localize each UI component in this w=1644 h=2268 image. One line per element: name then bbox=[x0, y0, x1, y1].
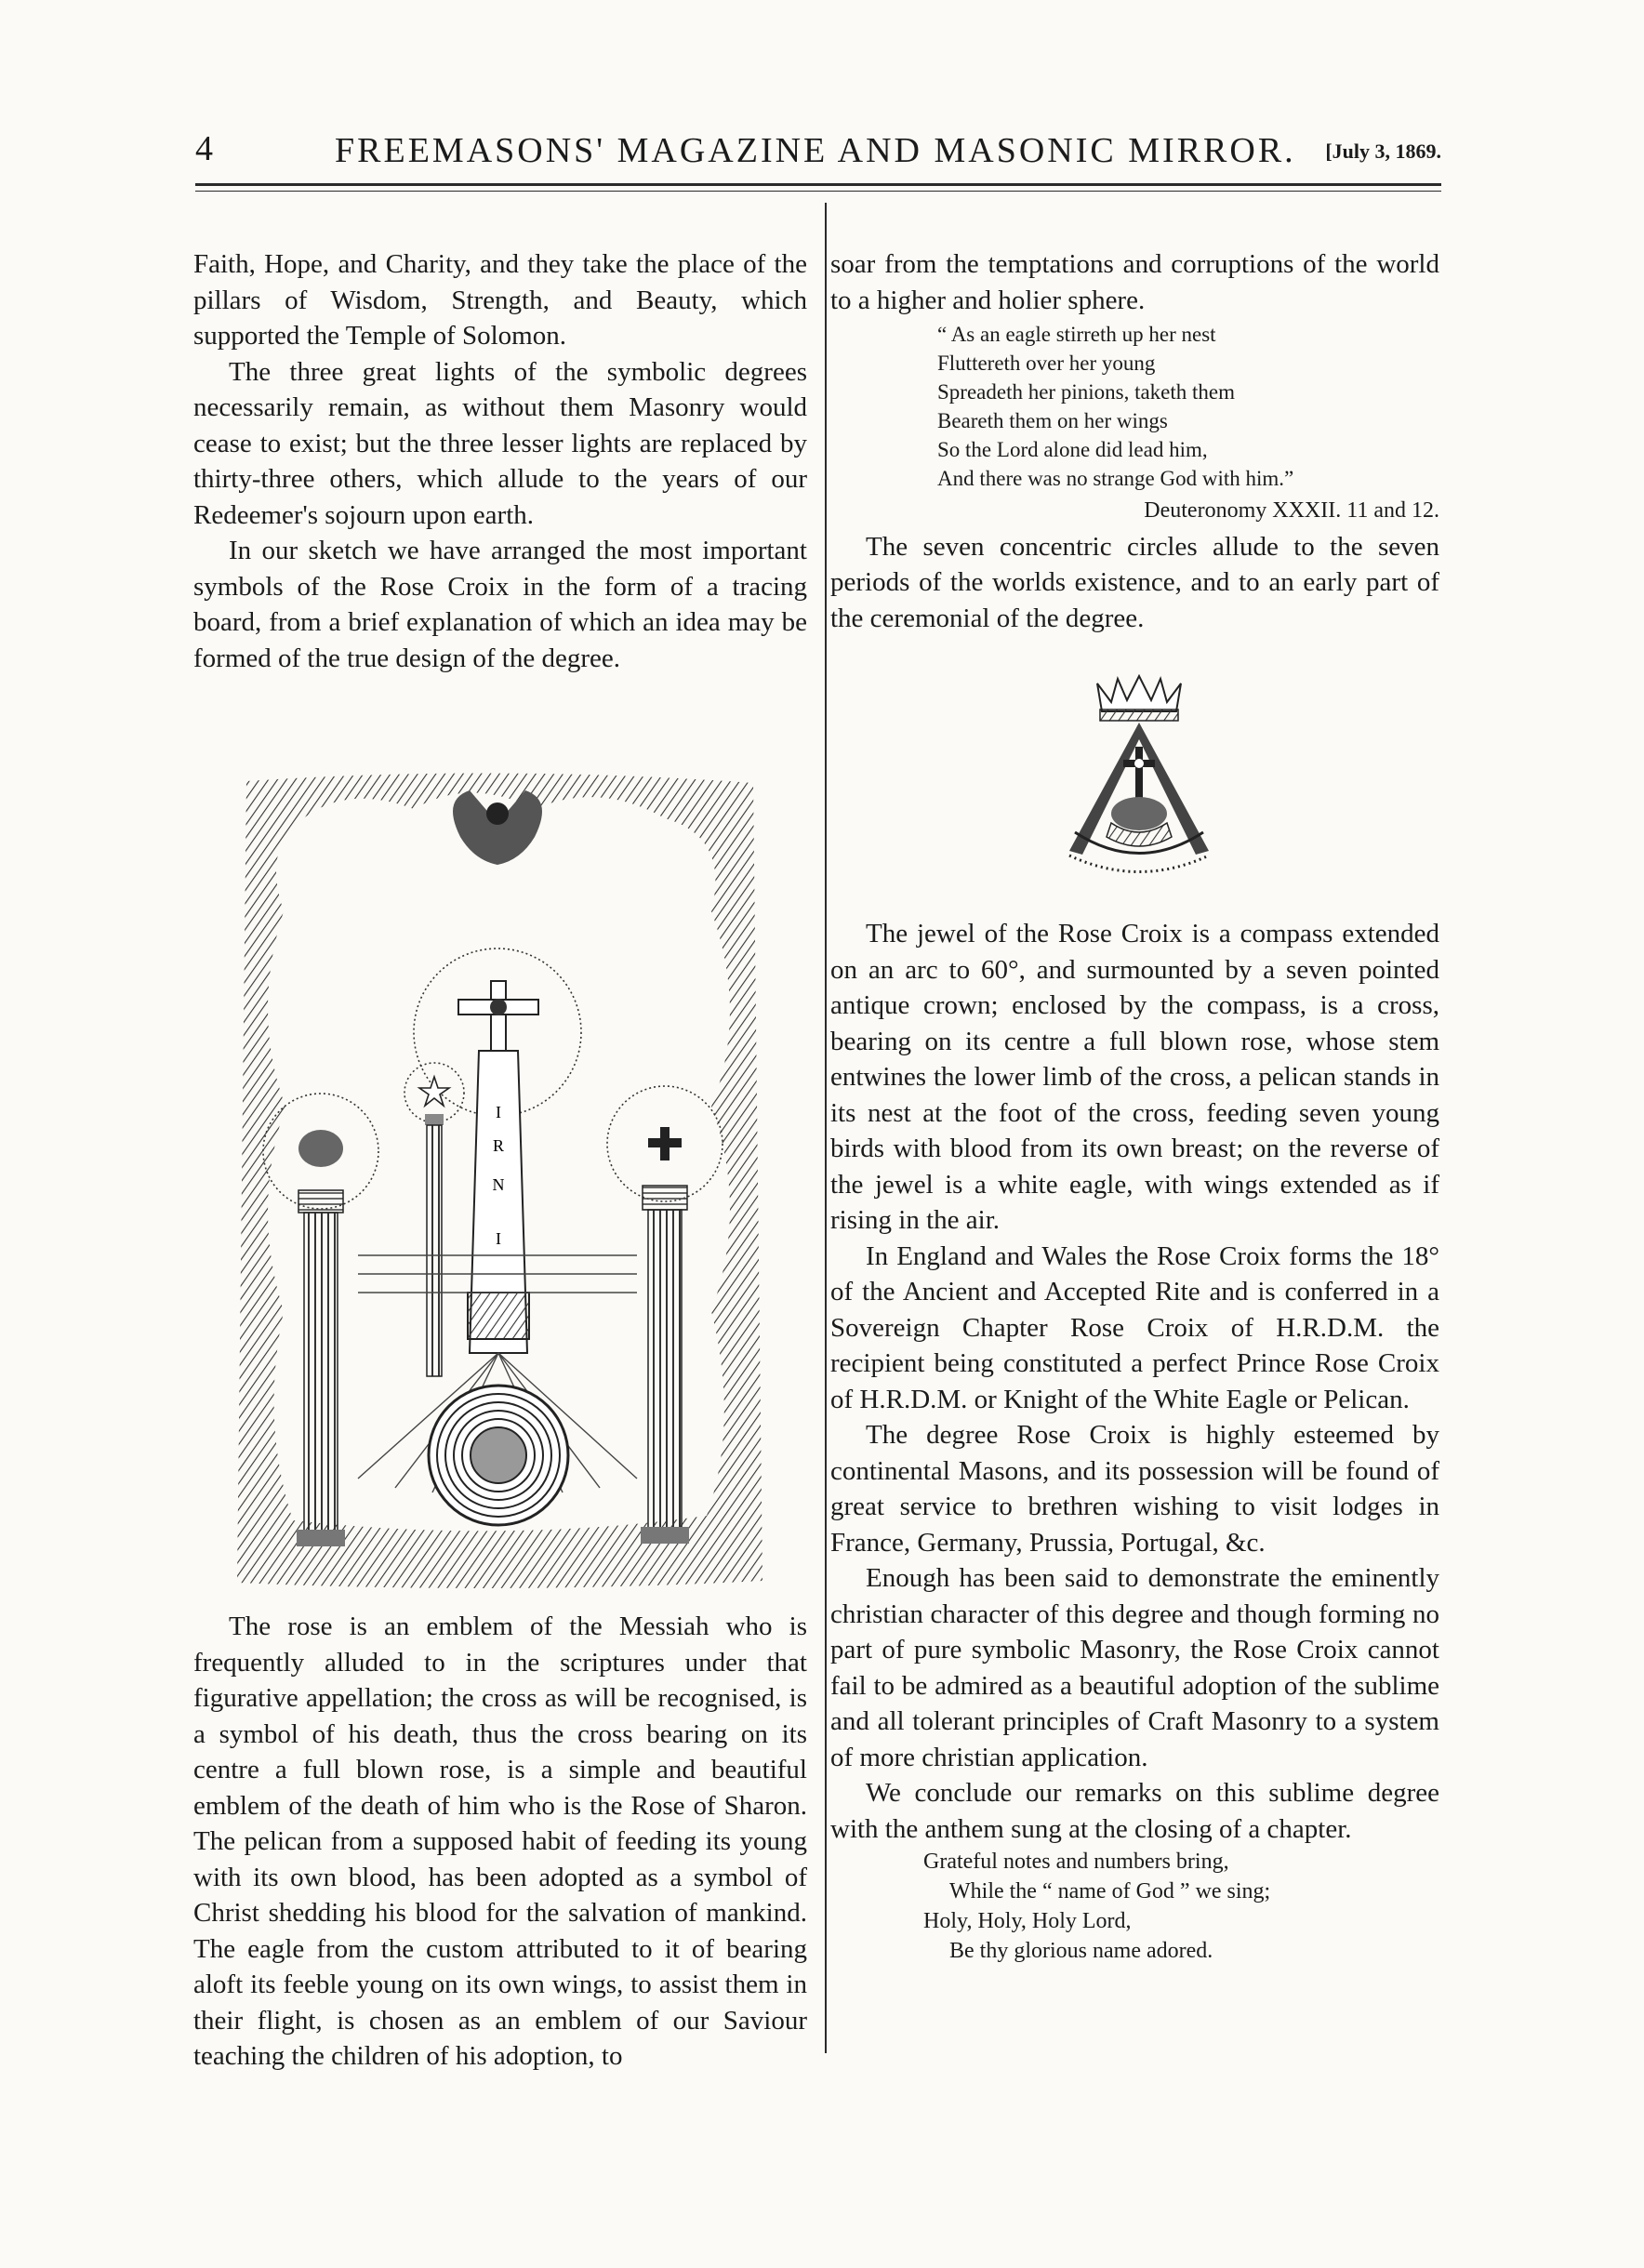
paragraph: soar from the temptations and corruptions of the world to a higher and holier sphere. bbox=[830, 249, 1439, 315]
page-number: 4 bbox=[195, 129, 213, 168]
central-obelisk bbox=[468, 1051, 529, 1353]
verse-line: And there was no strange God with him.” bbox=[937, 467, 1294, 490]
header-rule-thin bbox=[195, 191, 1441, 192]
obelisk-letter-i: I bbox=[496, 1103, 501, 1121]
obelisk-letter-n: N bbox=[492, 1175, 505, 1194]
paragraph: Enough has been said to demonstrate the eminently christian character of this degree and though forming no part of pure symbolic Masonry, the Rose Croix cannot fail to be admired as a beautiful adoption of the sublime and all tolerant principles of Craft Masonry to a system of more christian application. bbox=[830, 1563, 1439, 1772]
anthem-line: Holy, Holy, Holy Lord, bbox=[923, 1909, 1132, 1933]
paragraph: The jewel of the Rose Croix is a compass extended on an arc to 60°, and surmounted by a seven pointed antique crown; enclosed by the compass, is a cross, bearing on its centre a full blown rose, whose stem entwines the lower limb of the cross, a pelican stands in its nest at the foot of the cross, feeding seven young birds with blood from its own breast; on the reverse of the jewel is a white eagle, with wings extended as if rising in the air. bbox=[830, 919, 1439, 1235]
paragraph: The degree Rose Croix is highly esteemed by continental Masons, and its possession will be found of great service to brethren wishing to visit lodges in France, Germany, Prussia, Portugal, &c. bbox=[830, 1420, 1439, 1558]
verse-line: So the Lord alone did lead him, bbox=[937, 438, 1208, 461]
issue-date: [July 3, 1869. bbox=[1325, 139, 1441, 163]
anthem bbox=[923, 1847, 1439, 1966]
crown-icon bbox=[1097, 676, 1181, 721]
masthead-title: FREEMASONS' MAGAZINE AND MASONIC MIRROR. bbox=[335, 131, 1296, 170]
verse-line: Fluttereth over her young bbox=[937, 351, 1156, 375]
page-header bbox=[195, 128, 1441, 184]
paragraph: We conclude our remarks on this sublime degree with the anthem sung at the closing of a chapter. bbox=[830, 1778, 1439, 1844]
anthem-line: Grateful notes and numbers bring, bbox=[923, 1850, 1229, 1874]
header-rule bbox=[195, 183, 1441, 186]
right-column-top bbox=[830, 246, 1439, 636]
column-divider bbox=[825, 203, 827, 2053]
scripture-verse bbox=[937, 320, 1439, 493]
paragraph: In England and Wales the Rose Croix forms the 18° of the Ancient and Accepted Rite and is conferred in a Sovereign Chapter Rose Croix of H.R.D.M. the recipient being constituted a perfect Prince Rose Croix of H.R.D.M. or Knight of the White Eagle or Pelican. bbox=[830, 1240, 1439, 1414]
pelican-icon bbox=[1107, 797, 1172, 846]
verse-line: Beareth them on her wings bbox=[937, 409, 1168, 432]
left-pillar bbox=[297, 1130, 345, 1546]
right-pillar bbox=[641, 1127, 689, 1544]
verse-line: “ As an eagle stirreth up her nest bbox=[937, 323, 1216, 346]
verse-line: Spreadeth her pinions, taketh them bbox=[937, 380, 1236, 404]
concentric-circles bbox=[429, 1386, 568, 1525]
tracing-board-illustration bbox=[228, 772, 772, 1590]
obelisk-letter-r: R bbox=[492, 1136, 505, 1155]
paragraph: The three great lights of the symbolic degrees necessarily remain, as without them Masonry would cease to exist; but the three lesser lights are replaced by thirty-three others, which allude to the years of our Redeemer's sojourn upon earth. bbox=[193, 356, 807, 530]
paragraph: In our sketch we have arranged the most important symbols of the Rose Croix in the form of a tracing board, from a brief explanation of which an idea may be formed of the true design of the degree. bbox=[193, 536, 807, 673]
left-column-top bbox=[193, 246, 807, 676]
left-column-bottom bbox=[193, 1609, 807, 2075]
verse-citation: Deuteronomy XXXII. 11 and 12. bbox=[1144, 498, 1439, 523]
rose-croix-jewel-illustration bbox=[1041, 674, 1237, 888]
right-column-bottom bbox=[830, 916, 1439, 1966]
paragraph: The rose is an emblem of the Messiah who is frequently alluded to in the scriptures under that figurative appellation; the cross as will be recognised, is a symbol of his death, thus the cross bearing on its centre a full blown rose, is a simple and beautiful emblem of the death of him who is the Rose of Sharon. The pelican from a supposed habit of feeding its young with its own blood, has been adopted as a symbol of Christ shedding his blood for the salvation of mankind. The eagle from the custom attributed to it of bearing aloft its feeble young on its own wings, to assist them in their flight, is chosen as an emblem of our Saviour teaching the children of his adoption, to bbox=[193, 1611, 807, 2071]
paragraph: Faith, Hope, and Charity, and they take the place of the pillars of Wisdom, Strength, and Beauty, which supported the Temple of Solomon. bbox=[193, 249, 807, 351]
paragraph: The seven concentric circles allude to the seven periods of the worlds existence, and to an early part of the ceremonial of the degree. bbox=[830, 531, 1439, 633]
jewel-base bbox=[1069, 855, 1209, 872]
anthem-line: While the “ name of God ” we sing; bbox=[949, 1879, 1271, 1903]
anthem-line: Be thy glorious name adored. bbox=[949, 1939, 1213, 1963]
obelisk-letter-i2: I bbox=[496, 1229, 501, 1248]
